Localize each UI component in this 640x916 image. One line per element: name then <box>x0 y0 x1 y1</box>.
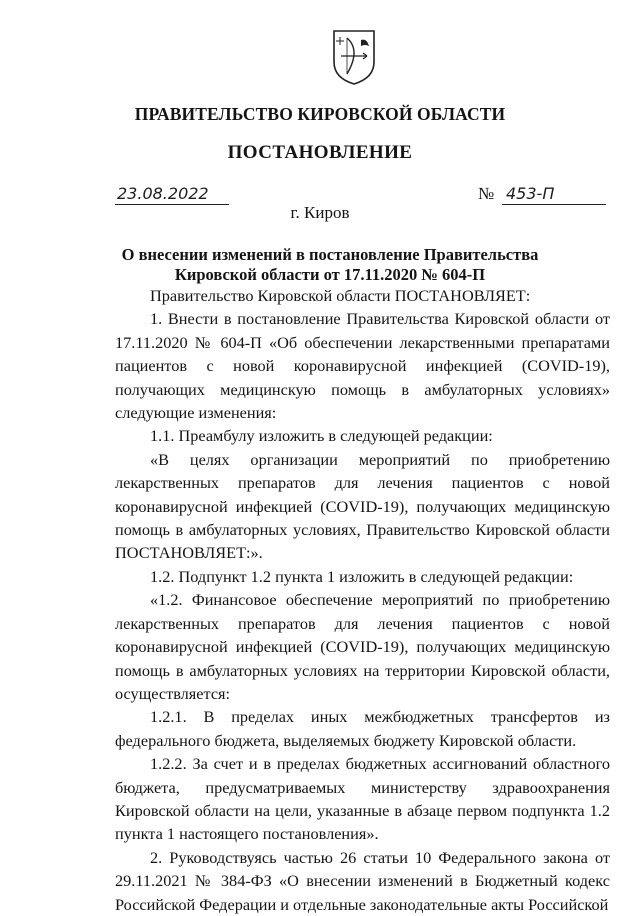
coat-of-arms-emblem <box>331 28 377 86</box>
body-paragraph: 1. Внести в постановление Правительства Кировской области от 17.11.2020 № 604-П «Об обеспечении лекарственными препаратами пациентов с новой коронавирусной инфекцией (COVID-19), получающих медицинскую помощь в амбулаторных условиях» следующие изменения: <box>115 309 610 423</box>
city-name: г. Киров <box>290 203 350 222</box>
document-date: 23.08.2022 <box>115 184 229 205</box>
document-number: 453-П <box>502 184 606 205</box>
body-paragraph: 1.1. Преамбулу изложить в следующей редакции: <box>150 426 493 446</box>
body-paragraph: 1.2.1. В пределах иных межбюджетных трансфертов из федерального бюджета, выделяемых бюджету Кировской области. <box>115 707 610 750</box>
body-paragraph: 2. Руководствуясь частью 26 статьи 10 Федерального закона от 29.11.2021 № 384-ФЗ «О внесении изменений в Бюджетный кодекс Российской Федерации и отдельные законодательные акты Российской <box>115 847 610 914</box>
document-body <box>115 284 610 916</box>
body-paragraph: Правительство Кировской области ПОСТАНОВЛЯЕТ: <box>150 286 531 305</box>
body-paragraph: 1.2. Подпункт 1.2 пункта 1 изложить в следующей редакции: <box>150 566 574 586</box>
document-number-field <box>478 184 608 205</box>
body-paragraph: «В целях организации мероприятий по приобретению лекарственных препаратов для лечения пациентов с новой коронавирусной инфекцией (COVID-19), получающих медицинскую помощь в амбулаторных условиях, Правительство Кировской области ПОСТАНОВЛЯЕТ:». <box>115 449 610 563</box>
document-subject: О внесении изменений в постановление Правительства Кировской области от 17.11.2020 № 604-П <box>121 245 539 284</box>
number-sign: № <box>478 184 495 203</box>
document-type-heading: ПОСТАНОВЛЕНИЕ <box>227 142 413 163</box>
body-paragraph: 1.2.2. За счет и в пределах бюджетных ассигнований областного бюджета, предусматриваемых министерству здравоохранения Кировской области на цели, указанные в абзаце первом подпункта 1.2 пункта 1 настоящего постановления». <box>115 754 610 844</box>
government-title: ПРАВИТЕЛЬСТВО КИРОВСКОЙ ОБЛАСТИ <box>134 104 506 124</box>
body-paragraph: «1.2. Финансовое обеспечение мероприятий по приобретению лекарственных препаратов для лечения пациентов с новой коронавирусной инфекцией (COVID-19), получающих медицинскую помощь в амбулаторных условиях на территории Кировской области, осуществляется: <box>115 590 610 703</box>
